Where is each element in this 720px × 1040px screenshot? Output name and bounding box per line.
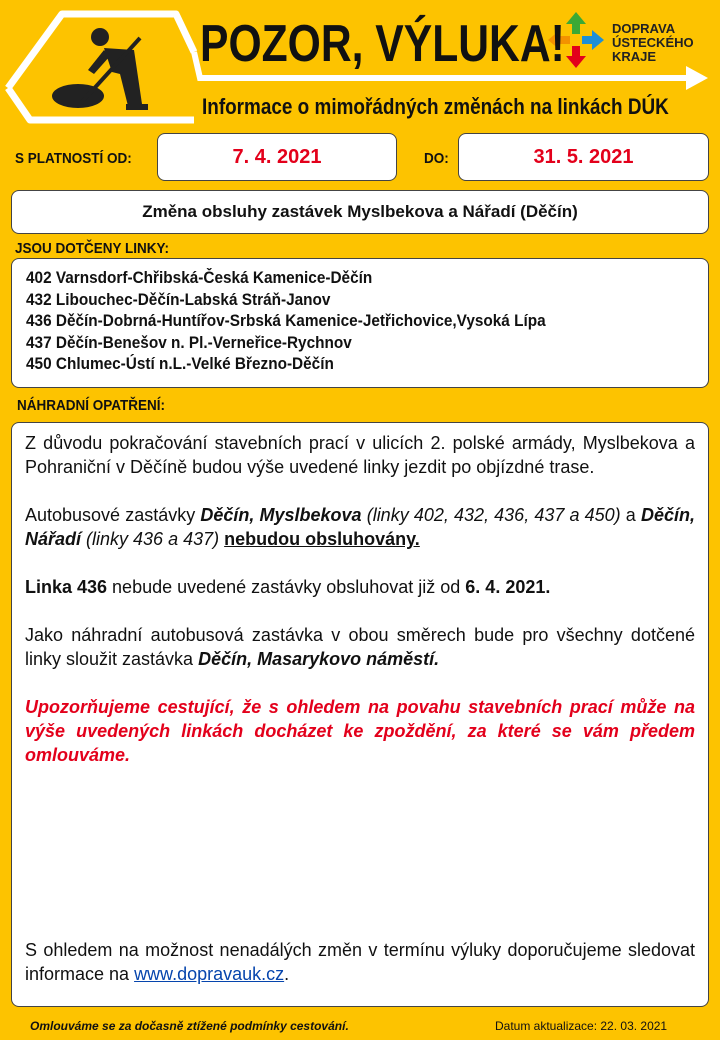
brand-name xyxy=(612,22,694,64)
affected-lines-list xyxy=(11,258,709,388)
list-item: 450 Chlumec-Ústí n.L.-Velké Březno-Děčín xyxy=(26,355,334,373)
paragraph-reason: Z důvodu pokračování stavebních prací v ulicích 2. polské armády, Myslbekova a Pohraniční v Děčíně budou výše uvedené linky jezdit po objízdné trase. xyxy=(25,433,695,477)
paragraph-info xyxy=(25,938,695,986)
brand-line: ÚSTECKÉHO xyxy=(612,35,694,50)
list-item: 402 Varnsdorf-Chřibská-Česká Kamenice-Děčín xyxy=(26,269,373,287)
text: S ohledem na možnost nenadálých změn v termínu výluky doporučujeme sledovat informace na xyxy=(25,940,695,984)
stop-name: Děčín, Nářadí xyxy=(25,505,695,549)
text: nebude uvedené zastávky obsluhovat již od xyxy=(107,577,466,597)
list-item: 432 Libouchec-Děčín-Labská Stráň-Janov xyxy=(26,290,331,309)
not-served-note: nebudou obsluhovány. xyxy=(224,529,420,549)
text: Autobusové zastávky xyxy=(25,505,201,525)
text: (linky 436 a 437) xyxy=(81,529,220,549)
stop-name: Děčín, Myslbekova xyxy=(200,505,362,525)
lines-label: JSOU DOTČENY LINKY: xyxy=(15,240,170,257)
text: . xyxy=(284,964,290,984)
text: (linky 402, 432, 436, 437 a 450) xyxy=(361,505,621,525)
paragraph-replacement-stop xyxy=(25,623,695,671)
valid-to-label: DO: xyxy=(424,150,449,167)
paragraph-line-436 xyxy=(25,575,695,599)
list-item: 436 Děčín-Dobrná-Huntířov-Srbská Kamenice-Jetřichovice,Vysoká Lípa xyxy=(26,312,546,330)
valid-from-label: S PLATNOSTÍ OD: xyxy=(15,150,132,167)
valid-from-date: 7. 4. 2021 xyxy=(157,133,397,181)
measures-label: NÁHRADNÍ OPATŘENÍ: xyxy=(17,397,165,414)
stop-name: Děčín, Masarykovo náměstí. xyxy=(198,649,440,669)
paragraph-stops xyxy=(25,503,695,551)
notice-title: Změna obsluhy zastávek Myslbekova a Nářadí (Děčín) xyxy=(11,190,709,234)
page-title: POZOR, VÝLUKA! xyxy=(200,15,565,73)
date: 6. 4. 2021. xyxy=(465,577,551,597)
footer-update-date: Datum aktualizace: 22. 03. 2021 xyxy=(495,1019,668,1033)
road-worker-icon xyxy=(52,28,148,110)
text: Jako náhradní autobusová zastávka v obou směrech bude pro všechny dotčené linky sloužit zastávka xyxy=(25,625,695,669)
website-link[interactable]: www.dopravauk.cz xyxy=(134,964,285,984)
brand-line: KRAJE xyxy=(612,49,657,64)
page-subtitle: Informace o mimořádných změnách na linkách DÚK xyxy=(202,94,669,119)
paragraph-warning: Upozorňujeme cestující, že s ohledem na povahu stavebních prací může na výše uvedených linkách docházet ke zpoždění, za které se vám předem omlouváme. xyxy=(25,697,695,765)
footer-apology: Omlouváme se za dočasně ztížené podmínky cestování. xyxy=(30,1019,349,1033)
measures-content xyxy=(11,422,709,1007)
list-item: 437 Děčín-Benešov n. Pl.-Verneřice-Rychnov xyxy=(26,333,352,352)
brand-line: DOPRAVA xyxy=(612,21,676,36)
valid-to-date: 31. 5. 2021 xyxy=(458,133,709,181)
line-number: Linka 436 xyxy=(25,577,108,597)
text: a xyxy=(620,505,641,525)
